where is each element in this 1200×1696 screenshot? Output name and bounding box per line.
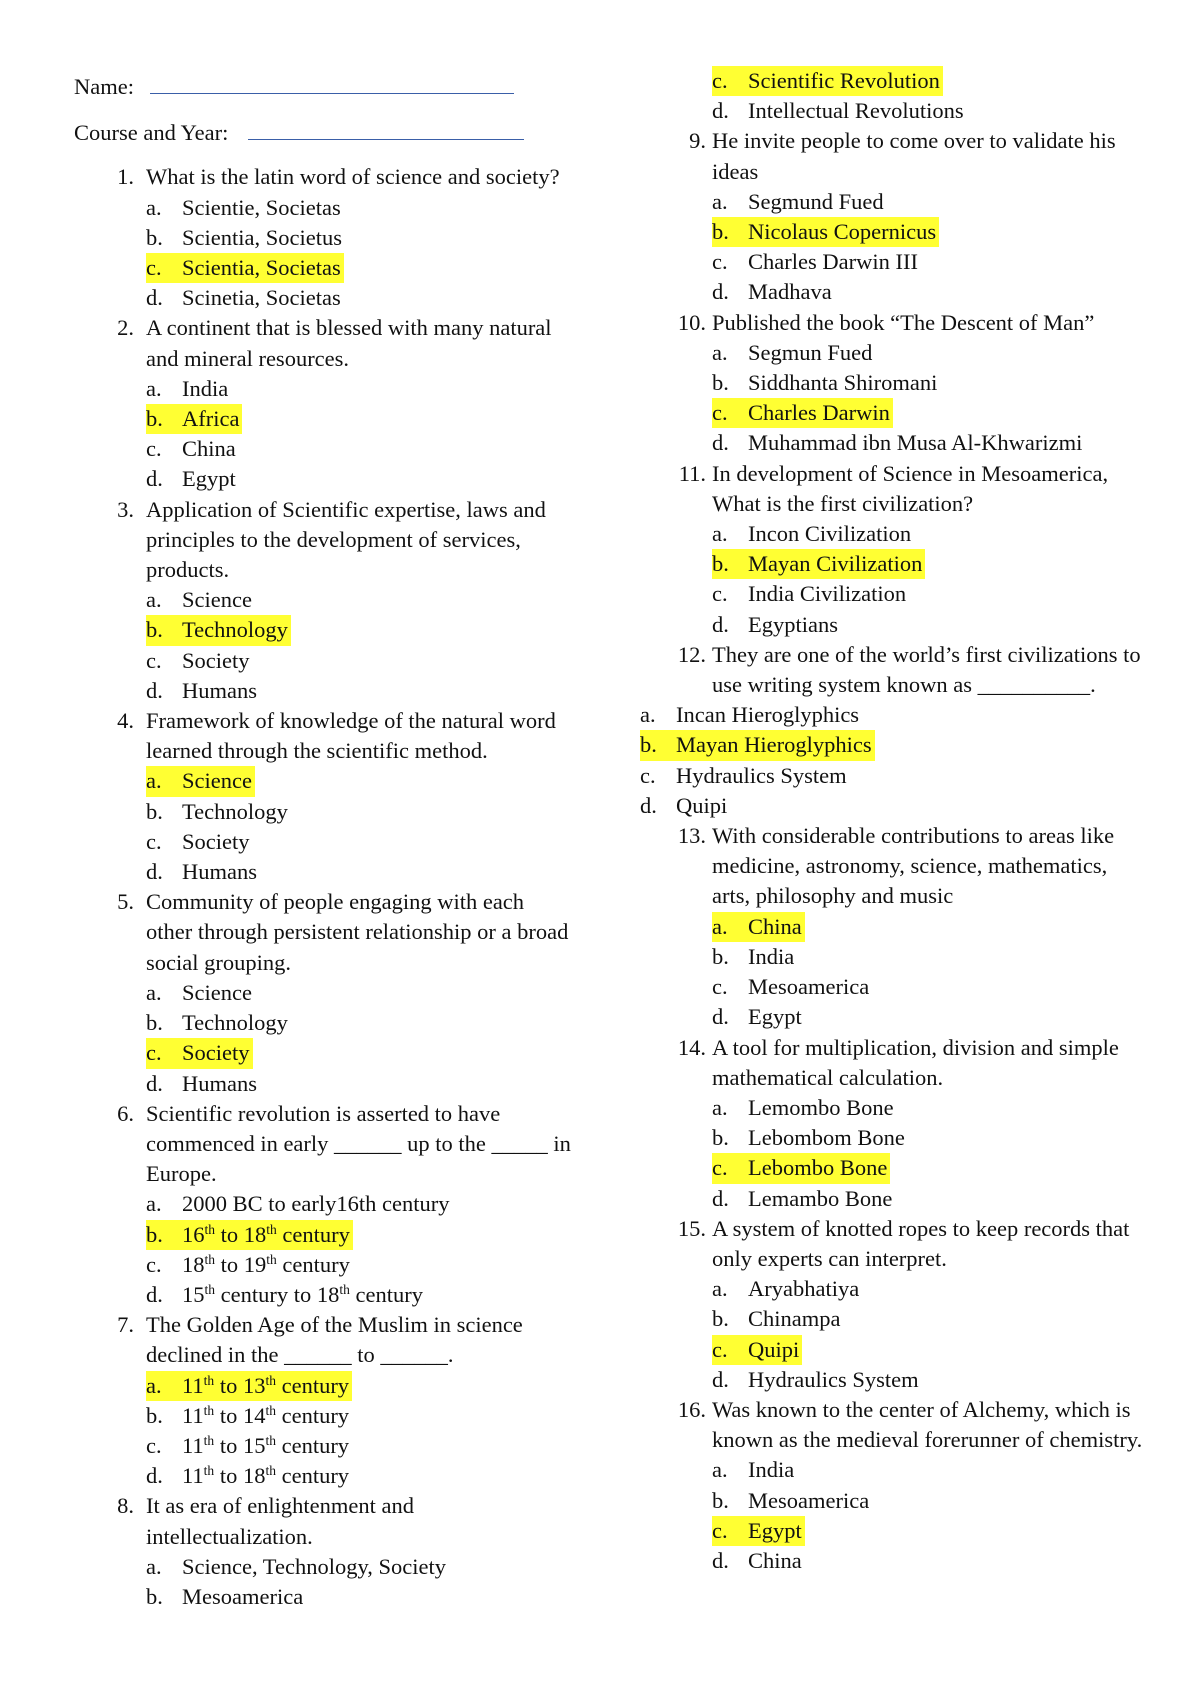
option-a: a. India	[712, 1457, 795, 1483]
question-text: In development of Science in Mesoamerica, What is the first civilization?	[712, 460, 1109, 516]
options-14	[676, 1093, 1146, 1214]
option-c-highlighted-answer: c. Lebombo Bone	[712, 1153, 890, 1183]
option-d: d. Hydraulics System	[712, 1366, 919, 1392]
option-b: b. Technology	[146, 1010, 288, 1036]
question-5: 5. Community of people engaging with each other through persistent relationship or a broad social grouping.	[117, 889, 569, 975]
option-c-highlighted-answer: c. Society	[146, 1038, 253, 1068]
options-2	[74, 374, 574, 495]
options-11	[676, 519, 1146, 640]
option-b: b. Mesoamerica	[146, 1583, 304, 1609]
question-text: It as era of enlightenment and intellectualization.	[146, 1493, 415, 1549]
left-column	[74, 72, 574, 1612]
option-d: d. Humans	[146, 677, 257, 703]
option-c: c. India Civilization	[712, 581, 907, 607]
options-8-part-2	[676, 66, 1146, 126]
option-c-highlighted-answer: c. Quipi	[712, 1335, 802, 1365]
options-12	[640, 700, 1146, 821]
option-d: d. Humans	[146, 1070, 257, 1096]
option-d: d. Scinetia, Societas	[146, 285, 341, 311]
option-c: c. Hydraulics System	[640, 762, 847, 788]
option-d: d. Muhammad ibn Musa Al-Khwarizmi	[712, 430, 1083, 456]
option-b: b. Lebombom Bone	[712, 1125, 905, 1151]
option-c: c. Society	[146, 828, 250, 854]
question-text: He invite people to come over to validate his ideas	[712, 128, 1116, 184]
option-c: c. 11th to 15th century	[146, 1432, 350, 1458]
question-text: Published the book “The Descent of Man”	[712, 309, 1095, 335]
option-c-highlighted-answer: c. Scientific Revolution	[712, 66, 943, 96]
option-b-highlighted-answer: b. Africa	[146, 404, 242, 434]
options-6	[74, 1189, 574, 1310]
option-b: b. India	[712, 943, 795, 969]
question-6: 6. Scientific revolution is asserted to have commenced in early ______ up to the _____ in Europe.	[117, 1100, 571, 1187]
options-16	[676, 1455, 1146, 1576]
question-4: 4. Framework of knowledge of the natural word learned through the scientific method.	[117, 708, 556, 764]
option-c: c. 18th to 19th century	[146, 1251, 350, 1277]
options-8-part-1	[74, 1552, 574, 1612]
options-4	[74, 766, 574, 887]
option-a-highlighted-answer: a. 11th to 13th century	[146, 1371, 352, 1401]
question-9: 9. He invite people to come over to validate his ideas	[689, 128, 1116, 184]
option-a: a. Aryabhatiya	[712, 1276, 860, 1302]
option-b-highlighted-answer: b. Mayan Hieroglyphics	[640, 730, 875, 760]
question-text: A continent that is blessed with many natural and mineral resources.	[146, 315, 552, 371]
option-b: b. Mesoamerica	[712, 1487, 870, 1513]
right-column	[640, 66, 1146, 1576]
question-15: 15. A system of knotted ropes to keep records that only experts can interpret.	[677, 1215, 1130, 1271]
options-13	[676, 912, 1146, 1033]
question-text: They are one of the world’s first civilizations to use writing system known as __________.	[712, 641, 1141, 698]
question-16: 16. Was known to the center of Alchemy, which is known as the medieval forerunner of chemistry.	[677, 1396, 1143, 1453]
question-text: Framework of knowledge of the natural word learned through the scientific method.	[146, 708, 556, 764]
options-1	[74, 193, 574, 314]
option-d: d. China	[712, 1547, 802, 1573]
question-2: 2. A continent that is blessed with many natural and mineral resources.	[117, 315, 552, 371]
question-text: What is the latin word of science and society?	[146, 164, 560, 190]
options-15	[676, 1274, 1146, 1395]
option-b-highlighted-answer: b. Mayan Civilization	[712, 549, 925, 579]
option-a: a. Science, Technology, Society	[146, 1553, 446, 1579]
question-1: 1. What is the latin word of science and society?	[117, 164, 560, 190]
option-a-highlighted-answer: a. Science	[146, 766, 255, 796]
course-year-label: Course and Year:	[74, 120, 229, 146]
question-12: 12. They are one of the world’s first civilizations to use writing system known as __________.	[677, 641, 1141, 698]
options-5	[74, 978, 574, 1099]
option-c-highlighted-answer: c. Scientia, Societas	[146, 253, 344, 283]
option-b: b. 11th to 14th century	[146, 1402, 350, 1428]
option-c-highlighted-answer: c. Charles Darwin	[712, 398, 893, 428]
option-d: d. 11th to 18th century	[146, 1463, 350, 1489]
option-b: b. Scientia, Societus	[146, 224, 342, 250]
option-d: d. Madhava	[712, 279, 832, 305]
option-d: d. Intellectual Revolutions	[712, 98, 964, 124]
option-c: c. Mesoamerica	[712, 974, 870, 1000]
option-a: a. Segmund Fued	[712, 188, 884, 214]
option-b-highlighted-answer: b. Nicolaus Copernicus	[712, 217, 939, 247]
option-b: b. Siddhanta Shiromani	[712, 370, 938, 396]
question-7: 7. The Golden Age of the Muslim in science declined in the ______ to ______.	[117, 1312, 523, 1368]
option-d: d. Egypt	[146, 466, 236, 492]
option-a: a. Science	[146, 587, 252, 613]
options-7	[74, 1371, 574, 1492]
option-b: b. Technology	[146, 798, 288, 824]
course-year-blank-line[interactable]	[248, 123, 524, 140]
option-a: a. 2000 BC to early16th century	[146, 1191, 450, 1217]
question-text: The Golden Age of the Muslim in science declined in the ______ to ______.	[146, 1312, 523, 1368]
question-text: Scientific revolution is asserted to have commenced in early ______ up to the _____ in Europe.	[146, 1100, 571, 1187]
option-a: a. Lemombo Bone	[712, 1094, 894, 1120]
options-10	[676, 338, 1146, 459]
option-a: a. Scientie, Societas	[146, 194, 341, 220]
option-b: b. Chinampa	[712, 1306, 841, 1332]
option-a: a. Segmun Fued	[712, 339, 873, 365]
option-a-highlighted-answer: a. China	[712, 912, 805, 942]
question-text: Community of people engaging with each other through persistent relationship or a broad social grouping.	[146, 889, 569, 975]
question-13: 13. With considerable contributions to areas like medicine, astronomy, science, mathematics, arts, philosophy and music	[677, 823, 1115, 909]
option-c: c. Society	[146, 647, 250, 673]
question-10: 10. Published the book “The Descent of Man”	[677, 309, 1095, 335]
option-a: a. Science	[146, 979, 252, 1005]
option-c: c. Charles Darwin III	[712, 249, 918, 275]
option-b-highlighted-answer: b. 16th to 18th century	[146, 1220, 353, 1250]
question-11: 11. In development of Science in Mesoamerica, What is the first civilization?	[678, 460, 1109, 516]
option-a: a. Incon Civilization	[712, 521, 912, 547]
name-field	[74, 72, 574, 102]
question-14: 14. A tool for multiplication, division and simple mathematical calculation.	[677, 1034, 1119, 1090]
options-3	[74, 585, 574, 706]
course-year-field	[74, 118, 574, 148]
options-9	[676, 187, 1146, 308]
question-text: A system of knotted ropes to keep records that only experts can interpret.	[712, 1215, 1130, 1271]
option-a: a. Incan Hieroglyphics	[640, 702, 860, 728]
option-c-highlighted-answer: c. Egypt	[712, 1516, 805, 1546]
option-c: c. China	[146, 436, 236, 462]
option-a: a. India	[146, 375, 229, 401]
option-b-highlighted-answer: b. Technology	[146, 615, 291, 645]
question-text: With considerable contributions to areas like medicine, astronomy, science, mathematics, arts, philosophy and music	[712, 823, 1115, 909]
option-d: d. Humans	[146, 859, 257, 885]
question-3: 3. Application of Scientific expertise, laws and principles to the development of services, products.	[117, 496, 546, 583]
option-d: d. Egyptians	[712, 611, 838, 637]
option-d: d. Quipi	[640, 792, 728, 818]
option-d: d. Lemambo Bone	[712, 1185, 893, 1211]
question-8: 8. It as era of enlightenment and intellectualization.	[117, 1493, 415, 1549]
option-d: d. 15th century to 18th century	[146, 1281, 423, 1307]
name-blank-line[interactable]	[150, 77, 514, 94]
name-label: Name:	[74, 74, 134, 99]
option-d: d. Egypt	[712, 1004, 802, 1030]
question-text: Was known to the center of Alchemy, which is known as the medieval forerunner of chemistry.	[712, 1396, 1143, 1453]
question-text: A tool for multiplication, division and simple mathematical calculation.	[712, 1034, 1119, 1090]
question-text: Application of Scientific expertise, laws and principles to the development of services, products.	[146, 496, 546, 583]
